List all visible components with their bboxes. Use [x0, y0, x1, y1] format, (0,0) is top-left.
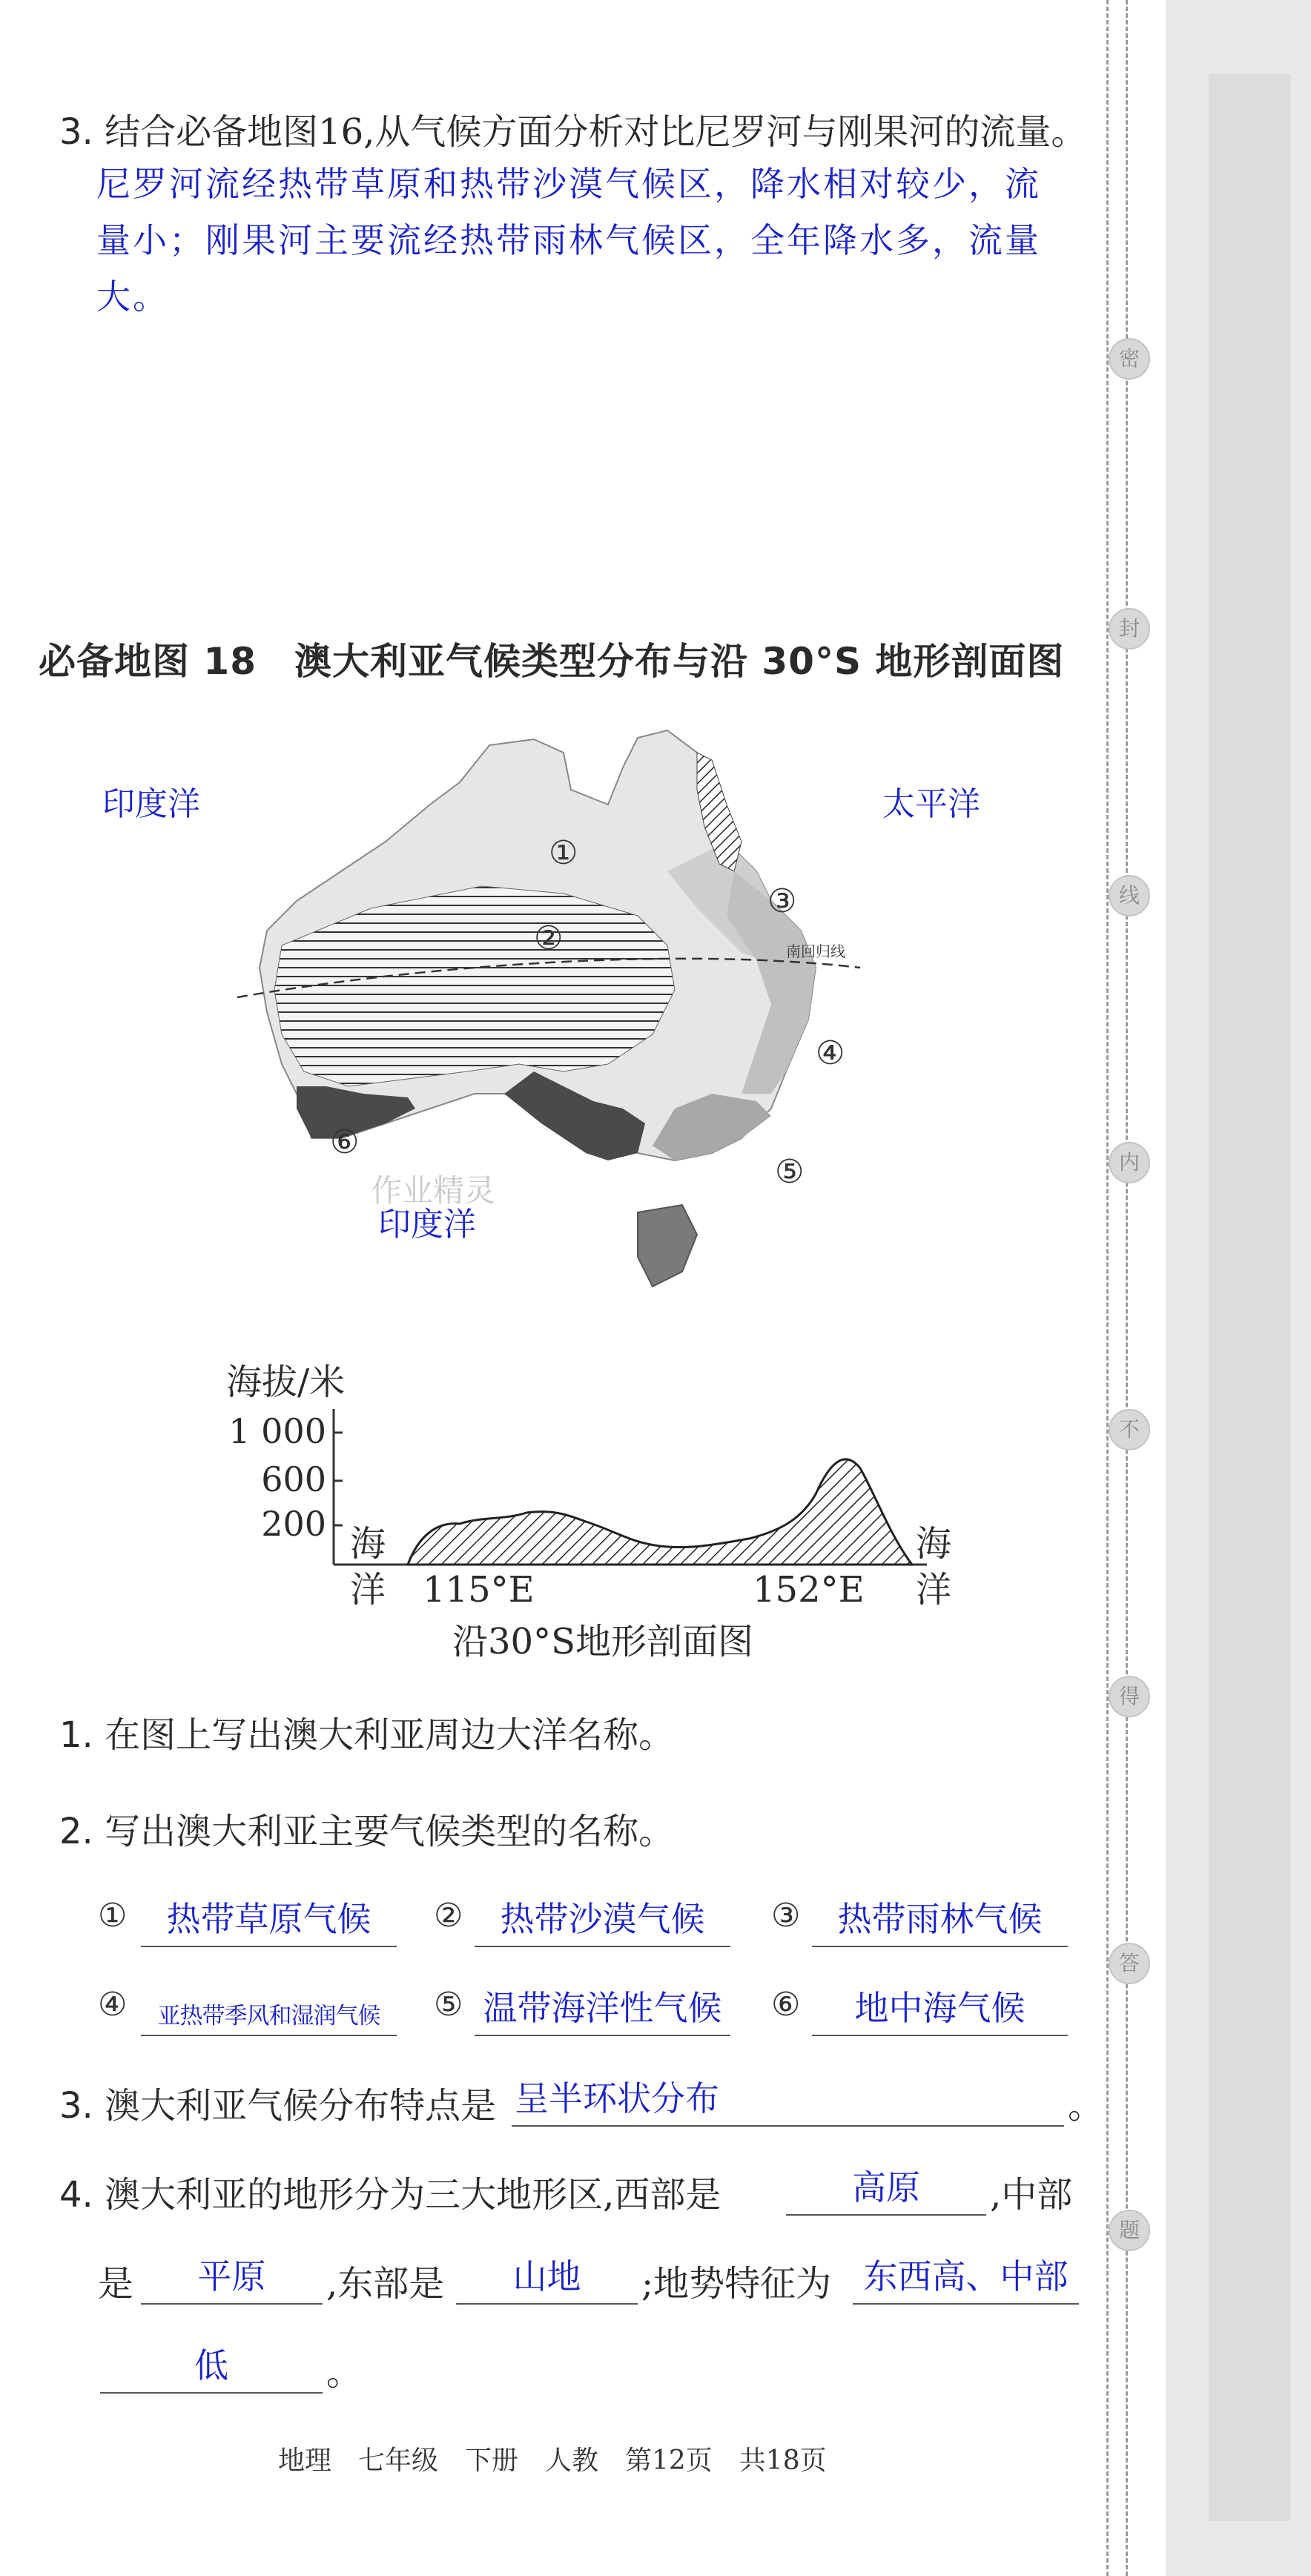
- climate-mark-4: ④: [98, 1986, 128, 2024]
- climate-answer-6: 地中海气候: [854, 1988, 1026, 2028]
- climate-answer-4: 亚热带季风和湿润气候: [157, 2003, 380, 2030]
- q3-end-punct: 。: [1068, 2085, 1104, 2127]
- binding-mark-4: 内: [1109, 1142, 1150, 1183]
- terrain-trend-answer-2: 低: [194, 2345, 228, 2385]
- distribution-answer: 呈半环状分布: [515, 2078, 719, 2118]
- right-sea-label-top: 海: [916, 1523, 952, 1565]
- west-terrain-blank[interactable]: [786, 2165, 986, 2216]
- binding-mark-1: 密: [1109, 338, 1150, 380]
- binding-mark-6: 得: [1109, 1676, 1150, 1717]
- question-4-line-1: [59, 2173, 721, 2217]
- q4-end-punct: 。: [326, 2352, 363, 2394]
- top-question-answer: [96, 156, 1041, 325]
- top-question-3: [59, 110, 1086, 154]
- q4-text2: ,中部: [990, 2174, 1073, 2216]
- question-text: 在图上写出澳大利亚周边大洋名称。: [105, 1714, 675, 1756]
- right-sea-label-bottom: 洋: [916, 1569, 952, 1611]
- terrain-trend-blank-1[interactable]: [853, 2254, 1079, 2305]
- climate-answer-1: 热带草原气候: [166, 1899, 371, 1939]
- distribution-blank[interactable]: [512, 2076, 1064, 2127]
- cut-line-right: [1126, 0, 1128, 2576]
- australia-climate-map: [222, 723, 964, 1316]
- middle-terrain-answer: 平原: [197, 2256, 266, 2296]
- climate-mark-2: ②: [434, 1897, 463, 1935]
- y-tick-label-600: 600: [261, 1459, 326, 1499]
- question-number: 4.: [59, 2174, 93, 2216]
- question-2: [59, 1809, 674, 1854]
- binding-mark-7: 答: [1109, 1943, 1150, 1984]
- climate-blank-5[interactable]: [475, 1987, 730, 2036]
- question-text: 结合必备地图16,从气候方面分析对比尼罗河与刚果河的流量。: [105, 111, 1087, 153]
- q4-text5: ;地势特征为: [641, 2263, 832, 2305]
- y-tick-label-200: 200: [261, 1504, 326, 1544]
- x-label-115e: 115°E: [423, 1569, 535, 1611]
- left-sea-label-top: 海: [350, 1523, 386, 1565]
- climate-mark-3: ③: [771, 1897, 801, 1935]
- answer-line: 尼罗河流经热带草原和热带沙漠气候区，降水相对较少，流: [96, 164, 1041, 204]
- climate-blank-4[interactable]: [141, 1987, 397, 2036]
- question-text: 澳大利亚的地形分为三大地形区,西部是: [105, 2174, 721, 2216]
- tropic-label: 南回归线: [786, 942, 845, 960]
- marker-2: ②: [534, 919, 564, 957]
- climate-answer-2: 热带沙漠气候: [500, 1899, 705, 1939]
- marker-4: ④: [816, 1034, 845, 1072]
- binding-margin-inner: [1209, 74, 1290, 2521]
- question-3: [59, 2084, 496, 2128]
- terrain-trend-blank-2[interactable]: [100, 2343, 323, 2394]
- q4-text4: ,东部是: [326, 2263, 445, 2305]
- binding-mark-2: 封: [1109, 608, 1150, 650]
- binding-mark-3: 线: [1109, 875, 1150, 917]
- climate-mark-6: ⑥: [771, 1986, 801, 2024]
- question-1: [59, 1713, 674, 1757]
- binding-mark-5: 不: [1109, 1409, 1150, 1450]
- climate-blank-6[interactable]: [812, 1987, 1068, 2036]
- ocean-label-indian-south: 印度洋: [378, 1206, 476, 1244]
- tasmania: [638, 1205, 697, 1287]
- question-text: 写出澳大利亚主要气候类型的名称。: [105, 1811, 675, 1852]
- question-number: 3.: [59, 111, 93, 153]
- climate-answer-5: 温带海洋性气候: [483, 1988, 722, 2028]
- east-terrain-answer: 山地: [512, 2256, 581, 2296]
- marker-3: ③: [767, 882, 797, 920]
- cut-line-left: [1106, 0, 1109, 2576]
- marker-6: ⑥: [330, 1123, 360, 1161]
- answer-line: 大。: [96, 277, 169, 317]
- marker-5: ⑤: [775, 1153, 805, 1191]
- left-sea-label-bottom: 洋: [350, 1569, 386, 1611]
- marker-1: ①: [549, 834, 578, 872]
- page-footer: 地理 七年级 下册 人教 第12页 共18页: [278, 2445, 827, 2476]
- terrain-profile-chart: [215, 1350, 957, 1676]
- east-terrain-blank[interactable]: [456, 2254, 638, 2305]
- y-tick-label-1000: 1 000: [228, 1411, 326, 1451]
- climate-blank-2[interactable]: [475, 1898, 730, 1947]
- answer-line: 量小；刚果河主要流经热带雨林气候区，全年降水多，流量: [96, 220, 1041, 260]
- ocean-label-pacific: 太平洋: [882, 785, 980, 823]
- west-terrain-answer: 高原: [852, 2167, 920, 2207]
- question-number: 2.: [59, 1811, 93, 1852]
- watermark: 作业精灵: [371, 1172, 496, 1209]
- question-number: 3.: [59, 2085, 93, 2127]
- q4-text3: 是: [98, 2263, 134, 2305]
- profile-caption: 沿30°S地形剖面图: [452, 1621, 753, 1662]
- terrain-trend-answer-1: 东西高、中部: [863, 2256, 1069, 2296]
- climate-blank-1[interactable]: [141, 1898, 397, 1947]
- x-label-152e: 152°E: [753, 1569, 865, 1611]
- y-axis-label: 海拔/米: [226, 1361, 346, 1403]
- climate-mark-1: ①: [98, 1897, 128, 1935]
- middle-terrain-blank[interactable]: [141, 2254, 323, 2305]
- climate-mark-5: ⑤: [434, 1986, 463, 2024]
- section-heading: 必备地图 18 澳大利亚气候类型分布与沿 30°S 地形剖面图: [39, 640, 1065, 683]
- binding-mark-8: 题: [1109, 2210, 1150, 2251]
- terrain-profile-shape: [408, 1459, 912, 1565]
- ocean-label-indian-west: 印度洋: [102, 785, 200, 823]
- question-text: 澳大利亚气候分布特点是: [105, 2085, 497, 2127]
- climate-answer-3: 热带雨林气候: [837, 1899, 1043, 1939]
- climate-blank-3[interactable]: [812, 1898, 1068, 1947]
- question-number: 1.: [59, 1714, 93, 1756]
